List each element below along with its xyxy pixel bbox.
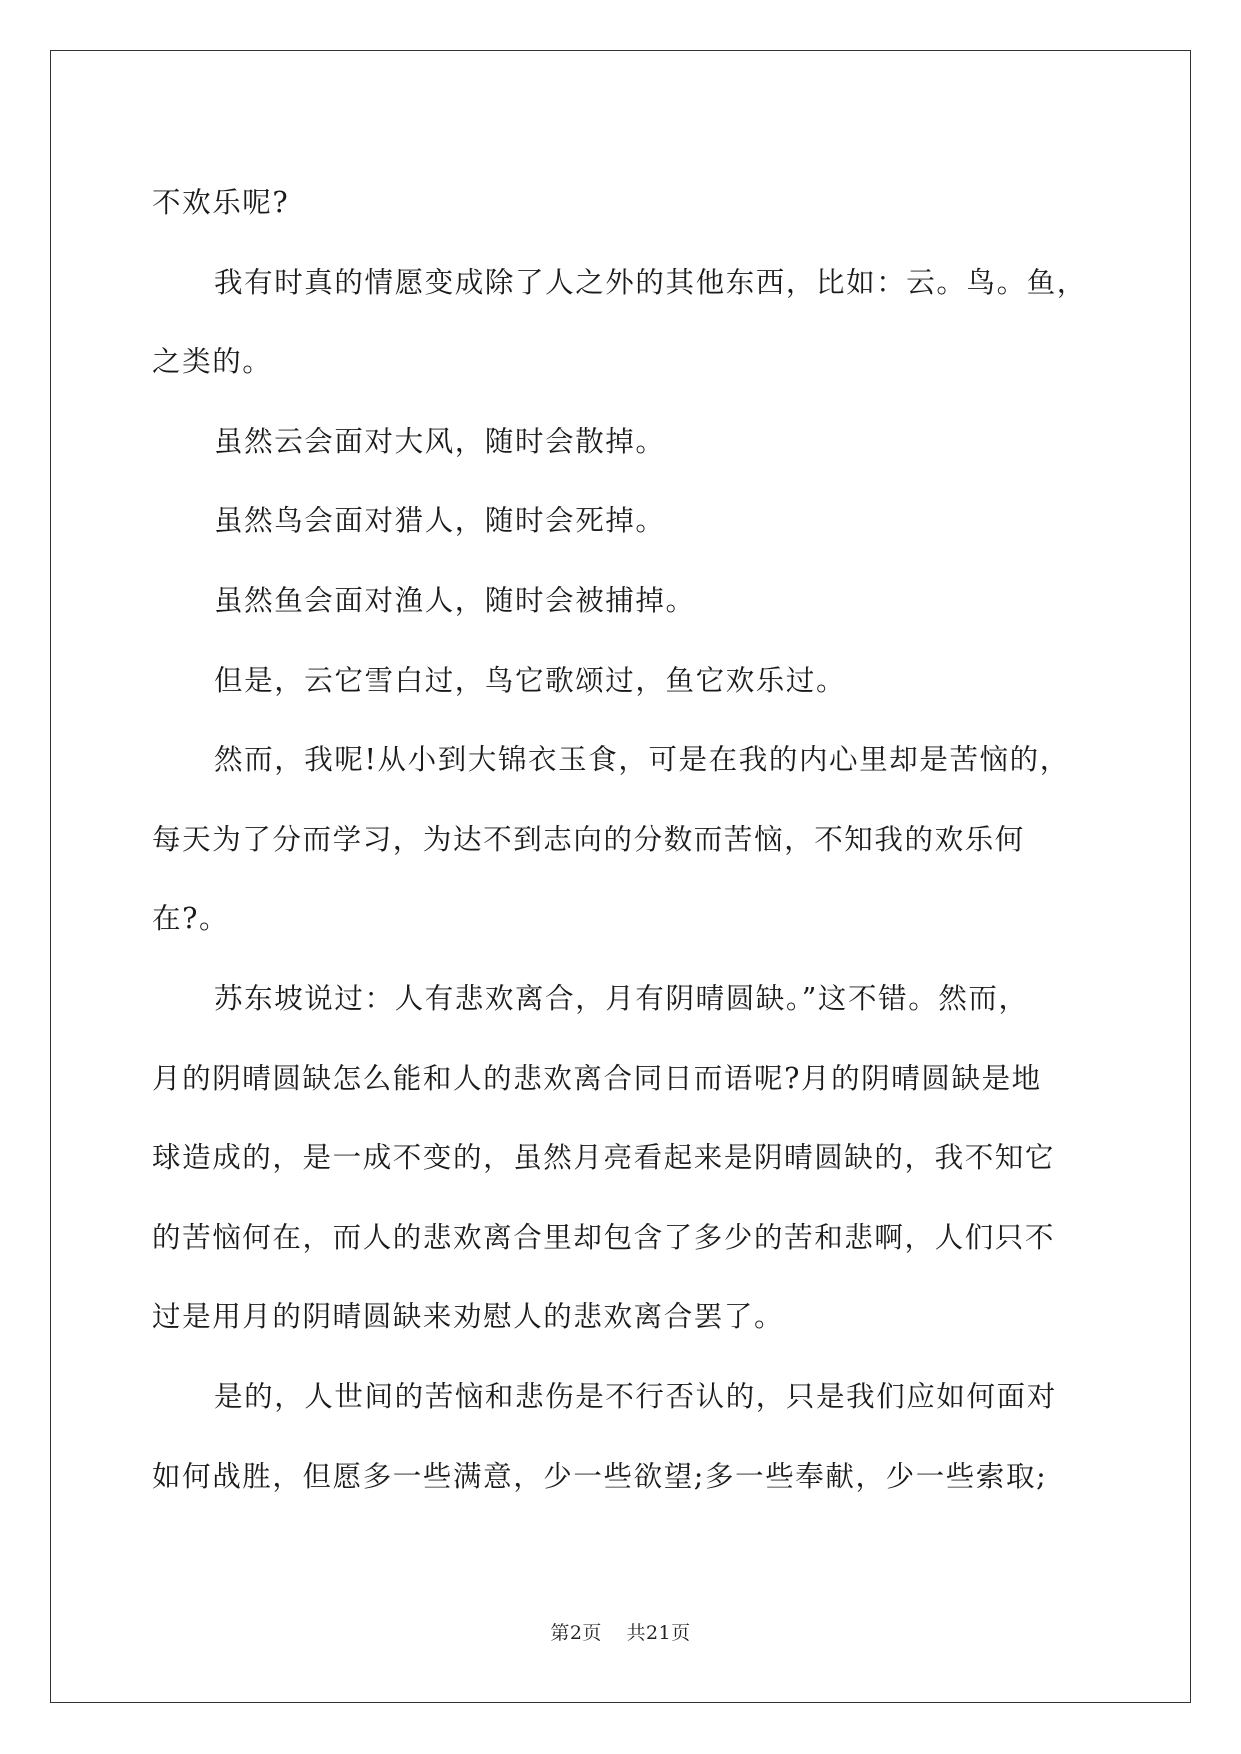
text-line: 虽然云会面对大风，随时会散掉。: [214, 424, 666, 458]
text-line: 苏东坡说过：人有悲欢离合，月有阴晴圆缺。”这不错。然而，: [214, 981, 1029, 1015]
text-line: 在?。: [152, 902, 230, 936]
text-line: 我有时真的情愿变成除了人之外的其他东西，比如：云。鸟。鱼，: [214, 265, 1087, 299]
page-footer: [0, 1618, 1241, 1645]
text-line: 是的，人世间的苦恼和悲伤是不行否认的，只是我们应如何面对: [214, 1379, 1057, 1413]
text-lines: [152, 163, 1092, 1516]
text-line: 然而，我呢!从小到大锦衣玉食，可是在我的内心里却是苦恼的，: [214, 743, 1070, 777]
text-line: 之类的。: [152, 345, 273, 379]
text-line: 虽然鱼会面对渔人，随时会被捕掉。: [214, 583, 696, 617]
page-number: 第2页: [550, 1622, 602, 1644]
text-line: 过是用月的阴晴圆缺来劝慰人的悲欢离合罢了。: [152, 1300, 785, 1334]
page-total: 共21页: [626, 1622, 691, 1644]
document-body: [152, 163, 1092, 1516]
text-line: 的苦恼何在，而人的悲欢离合里却包含了多少的苦和悲啊，人们只不: [152, 1220, 1056, 1254]
text-line: 月的阴晴圆缺怎么能和人的悲欢离合同日而语呢?月的阴晴圆缺是地: [152, 1061, 1042, 1095]
text-line: 不欢乐呢?: [152, 186, 290, 219]
text-line: 但是，云它雪白过，鸟它歌颂过，鱼它欢乐过。: [214, 663, 847, 697]
text-line: 每天为了分而学习，为达不到志向的分数而苦恼，不知我的欢乐何: [152, 822, 1025, 856]
text-line: 虽然鸟会面对猎人，随时会死掉。: [214, 504, 666, 538]
text-line: 如何战胜，但愿多一些满意，少一些欲望;多一些奉献，少一些索取;: [152, 1459, 1048, 1493]
text-line: 球造成的，是一成不变的，虽然月亮看起来是阴晴圆缺的，我不知它: [152, 1141, 1056, 1175]
